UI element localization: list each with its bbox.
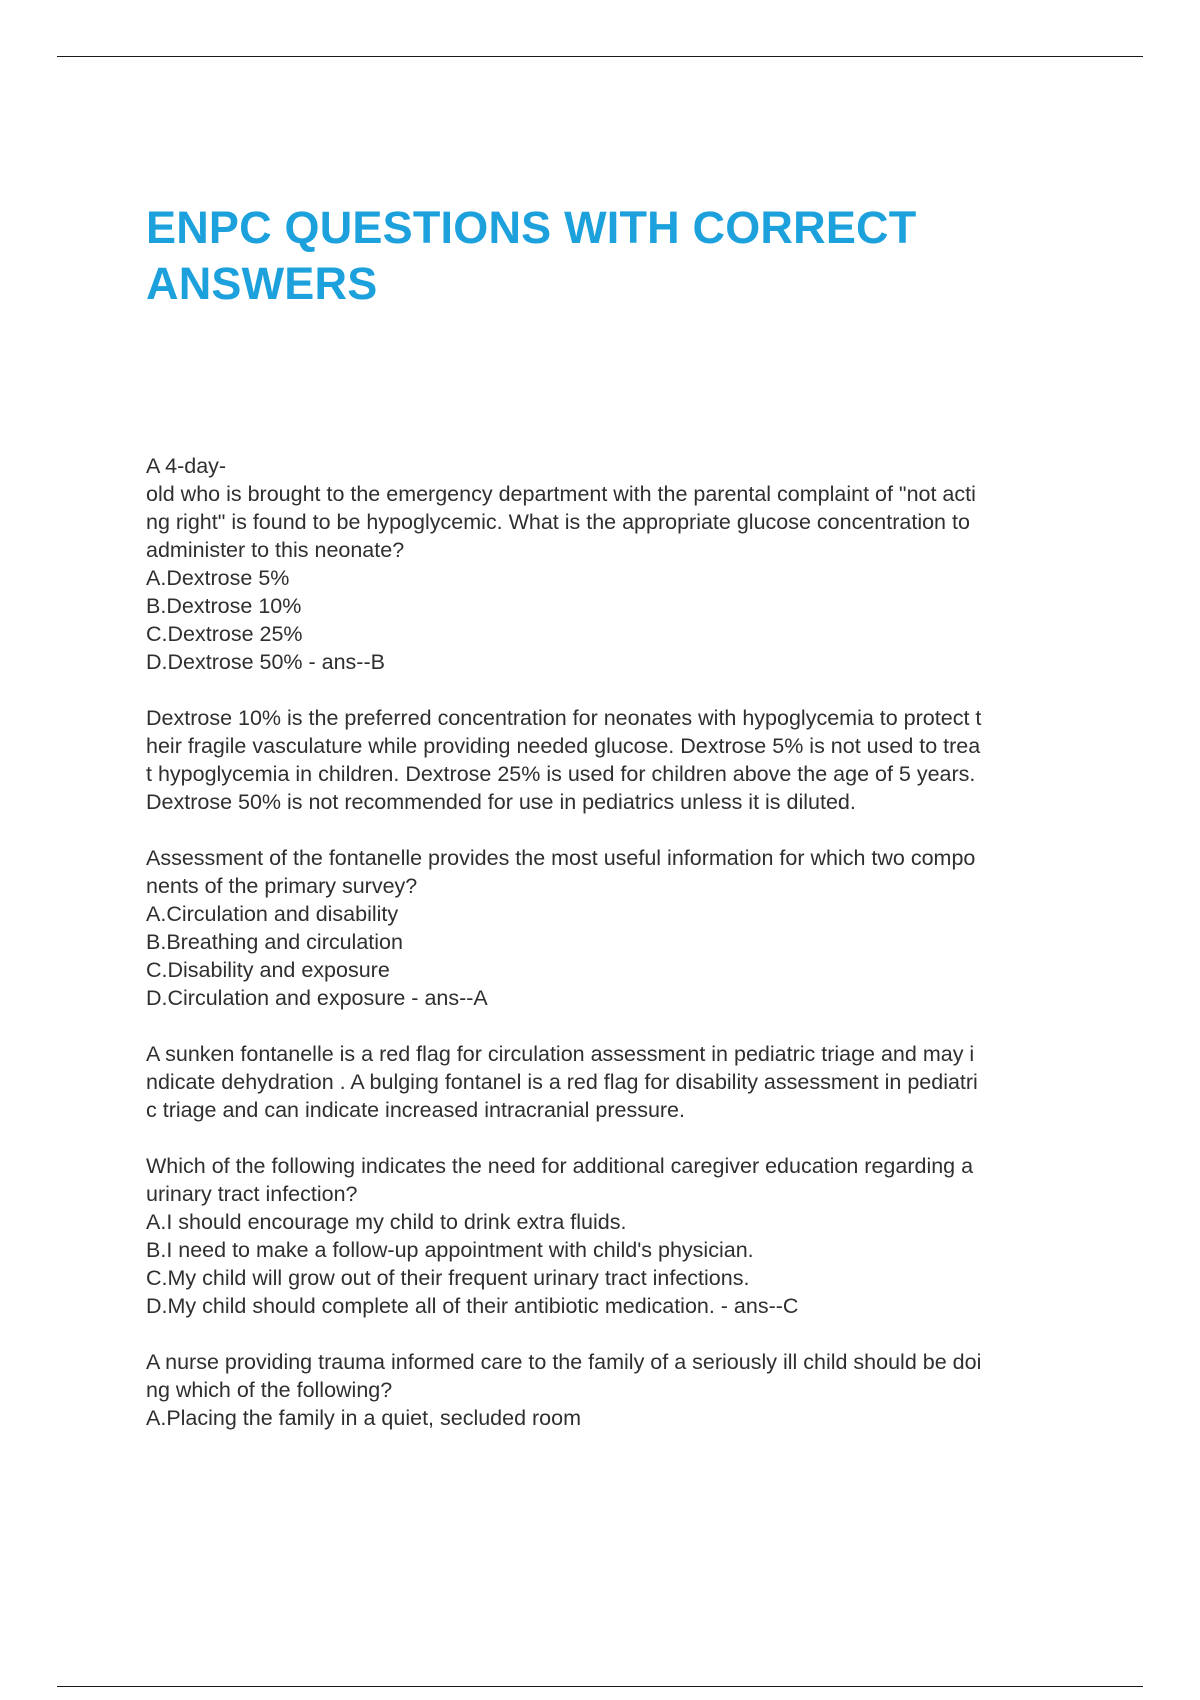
- answer-option-a: A.I should encourage my child to drink extra fluids.: [146, 1210, 627, 1234]
- question-text: Which of the following indicates the need for additional caregiver education regarding a: [146, 1154, 974, 1178]
- question-text: old who is brought to the emergency department with the parental complaint of "not acti: [146, 482, 976, 506]
- document-body: [146, 452, 1096, 1432]
- question-1: [146, 452, 1096, 676]
- answer-option-c: C.My child will grow out of their frequent urinary tract infections.: [146, 1266, 750, 1290]
- question-text: ng which of the following?: [146, 1378, 393, 1402]
- question-3: [146, 1152, 1096, 1320]
- spacer: [146, 1124, 1096, 1152]
- explanation-text: t hypoglycemia in children. Dextrose 25% is used for children above the age of 5 years.: [146, 762, 976, 786]
- question-text: administer to this neonate?: [146, 538, 405, 562]
- question-text: ng right" is found to be hypoglycemic. What is the appropriate glucose concentration to: [146, 510, 970, 534]
- answer-option-a: A.Placing the family in a quiet, secluded room: [146, 1406, 582, 1430]
- title-line-1: ENPC QUESTIONS WITH CORRECT: [146, 202, 917, 253]
- explanation-text: heir fragile vasculature while providing needed glucose. Dextrose 5% is not used to trea: [146, 734, 981, 758]
- answer-option-b: B.Dextrose 10%: [146, 594, 302, 618]
- explanation-text: A sunken fontanelle is a red flag for circulation assessment in pediatric triage and may i: [146, 1042, 975, 1066]
- question-text: A 4-day-: [146, 454, 227, 478]
- question-text: urinary tract infection?: [146, 1182, 358, 1206]
- spacer: [146, 1012, 1096, 1040]
- header-rule: [57, 56, 1143, 57]
- answer-option-c: C.Dextrose 25%: [146, 622, 303, 646]
- question-text: nents of the primary survey?: [146, 874, 418, 898]
- answer-option-a: A.Dextrose 5%: [146, 566, 290, 590]
- explanation-text: Dextrose 10% is the preferred concentration for neonates with hypoglycemia to protect t: [146, 706, 982, 730]
- explanation-1: [146, 704, 1096, 816]
- explanation-text: c triage and can indicate increased intracranial pressure.: [146, 1098, 685, 1122]
- answer-option-b: B.I need to make a follow-up appointment with child's physician.: [146, 1238, 754, 1262]
- question-text: A nurse providing trauma informed care to the family of a seriously ill child should be doi: [146, 1350, 982, 1374]
- spacer: [146, 676, 1096, 704]
- title-line-2: ANSWERS: [146, 258, 378, 309]
- answer-option-d: D.Dextrose 50% - ans--B: [146, 650, 385, 674]
- spacer: [146, 1320, 1096, 1348]
- document-title: [146, 200, 1106, 312]
- footer-rule: [57, 1686, 1143, 1687]
- question-2: [146, 844, 1096, 1012]
- answer-option-b: B.Breathing and circulation: [146, 930, 403, 954]
- answer-option-d: D.Circulation and exposure - ans--A: [146, 986, 488, 1010]
- explanation-2: [146, 1040, 1096, 1124]
- explanation-text: ndicate dehydration . A bulging fontanel is a red flag for disability assessment in pediatri: [146, 1070, 978, 1094]
- spacer: [146, 816, 1096, 844]
- explanation-text: Dextrose 50% is not recommended for use in pediatrics unless it is diluted.: [146, 790, 856, 814]
- question-text: Assessment of the fontanelle provides the most useful information for which two compo: [146, 846, 976, 870]
- answer-option-c: C.Disability and exposure: [146, 958, 390, 982]
- question-4: [146, 1348, 1096, 1432]
- answer-option-a: A.Circulation and disability: [146, 902, 399, 926]
- answer-option-d: D.My child should complete all of their antibiotic medication. - ans--C: [146, 1294, 799, 1318]
